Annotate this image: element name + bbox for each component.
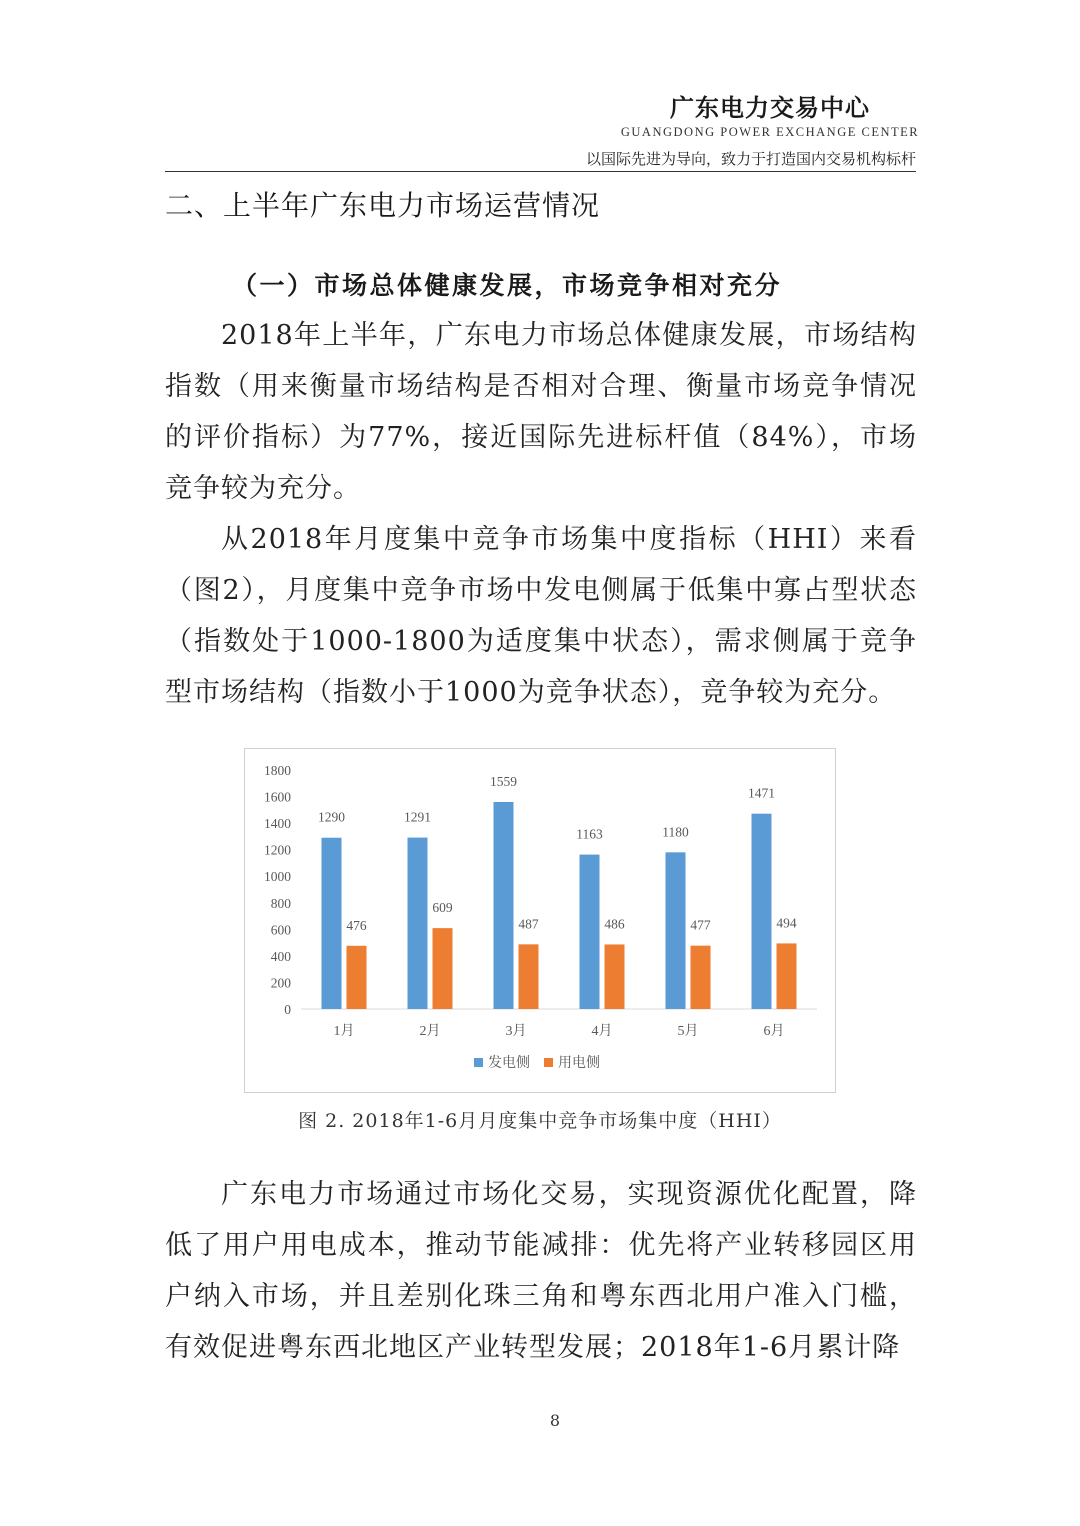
x-tick-label: 6月 <box>763 1024 785 1039</box>
x-tick-label: 4月 <box>591 1024 613 1039</box>
y-tick-label: 200 <box>270 975 291 991</box>
data-label: 1290 <box>318 809 345 825</box>
bar-generation <box>322 838 342 1009</box>
x-tick-label: 1月 <box>333 1024 355 1039</box>
paragraph-hhi: 从2018年月度集中竞争市场集中度指标（HHI）来看（图2），月度集中竞争市场中发电侧属于低集中寡占型状态（指数处于1000-1800为适度集中状态），需求侧属于竞争型市场结构（指数小于1000为竞争状态），竞争较为充分。 <box>165 524 917 708</box>
bar-generation <box>666 852 686 1009</box>
y-tick-label: 1000 <box>264 869 291 885</box>
legend-label: 用电侧 <box>558 1056 600 1071</box>
x-tick-label: 3月 <box>505 1024 527 1039</box>
y-tick-label: 1800 <box>264 763 291 778</box>
data-label: 1471 <box>748 785 775 801</box>
paragraph-resource-optimization: 广东电力市场通过市场化交易，实现资源优化配置，降低了用户用电成本，推动节能减排：优先将产业转移园区用户纳入市场，并且差别化珠三角和粤东西北用户准入门槛，有效促进粤东西北地区产业转型发展；2018年1-6月累计降 <box>165 1179 917 1363</box>
bar-generation <box>752 814 772 1009</box>
x-tick-label: 5月 <box>677 1024 699 1039</box>
y-tick-label: 1400 <box>264 816 291 832</box>
data-label: 1291 <box>404 809 431 825</box>
data-label: 477 <box>690 917 711 933</box>
data-label: 487 <box>518 916 539 932</box>
y-tick-label: 600 <box>270 922 291 938</box>
bar-consumption <box>691 946 711 1009</box>
sub-heading: （一）市场总体健康发展，市场竞争相对充分 <box>232 271 783 300</box>
bar-consumption <box>777 943 797 1009</box>
y-tick-label: 1200 <box>264 842 291 858</box>
data-label: 1559 <box>490 773 517 789</box>
data-label: 486 <box>604 916 625 932</box>
y-tick-label: 400 <box>270 948 291 964</box>
hhi-bar-chart <box>244 748 836 1093</box>
figure-caption: 图 2. 2018年1-6月月度集中竞争市场集中度（HHI） <box>298 1110 782 1132</box>
bar-consumption <box>433 928 453 1009</box>
section-heading: 二、上半年广东电力市场运营情况 <box>165 189 601 222</box>
data-label: 476 <box>346 917 367 933</box>
header-subtitle-en: GUANGDONG POWER EXCHANGE CENTER <box>620 125 920 139</box>
bar-generation <box>580 855 600 1009</box>
bar-consumption <box>519 944 539 1009</box>
x-tick-label: 2月 <box>419 1024 441 1039</box>
y-tick-label: 0 <box>284 1002 291 1017</box>
header-slogan: 以国际先进为导向，致力于打造国内交易机构标杆 <box>585 150 916 168</box>
paragraph-market-structure: 2018年上半年，广东电力市场总体健康发展，市场结构指数（用来衡量市场结构是否相对合理、衡量市场竞争情况的评价指标）为77%，接近国际先进标杆值（84%），市场竞争较为充分。 <box>165 320 917 504</box>
y-tick-label: 800 <box>270 895 291 911</box>
data-label: 609 <box>432 900 453 916</box>
legend-swatch <box>544 1058 553 1067</box>
legend-swatch <box>474 1058 483 1067</box>
data-label: 1180 <box>662 824 689 840</box>
bar-generation <box>408 838 428 1009</box>
bar-consumption <box>605 944 625 1009</box>
data-label: 494 <box>776 915 797 931</box>
bar-consumption <box>347 946 367 1009</box>
y-tick-label: 1600 <box>264 789 291 805</box>
page-number: 8 <box>549 1411 561 1430</box>
bar-generation <box>494 802 514 1009</box>
header-title: 广东电力交易中心 <box>670 94 870 122</box>
chart-canvas <box>245 749 837 1094</box>
legend-label: 发电侧 <box>488 1056 530 1071</box>
data-label: 1163 <box>576 826 603 842</box>
header-divider <box>165 171 916 172</box>
